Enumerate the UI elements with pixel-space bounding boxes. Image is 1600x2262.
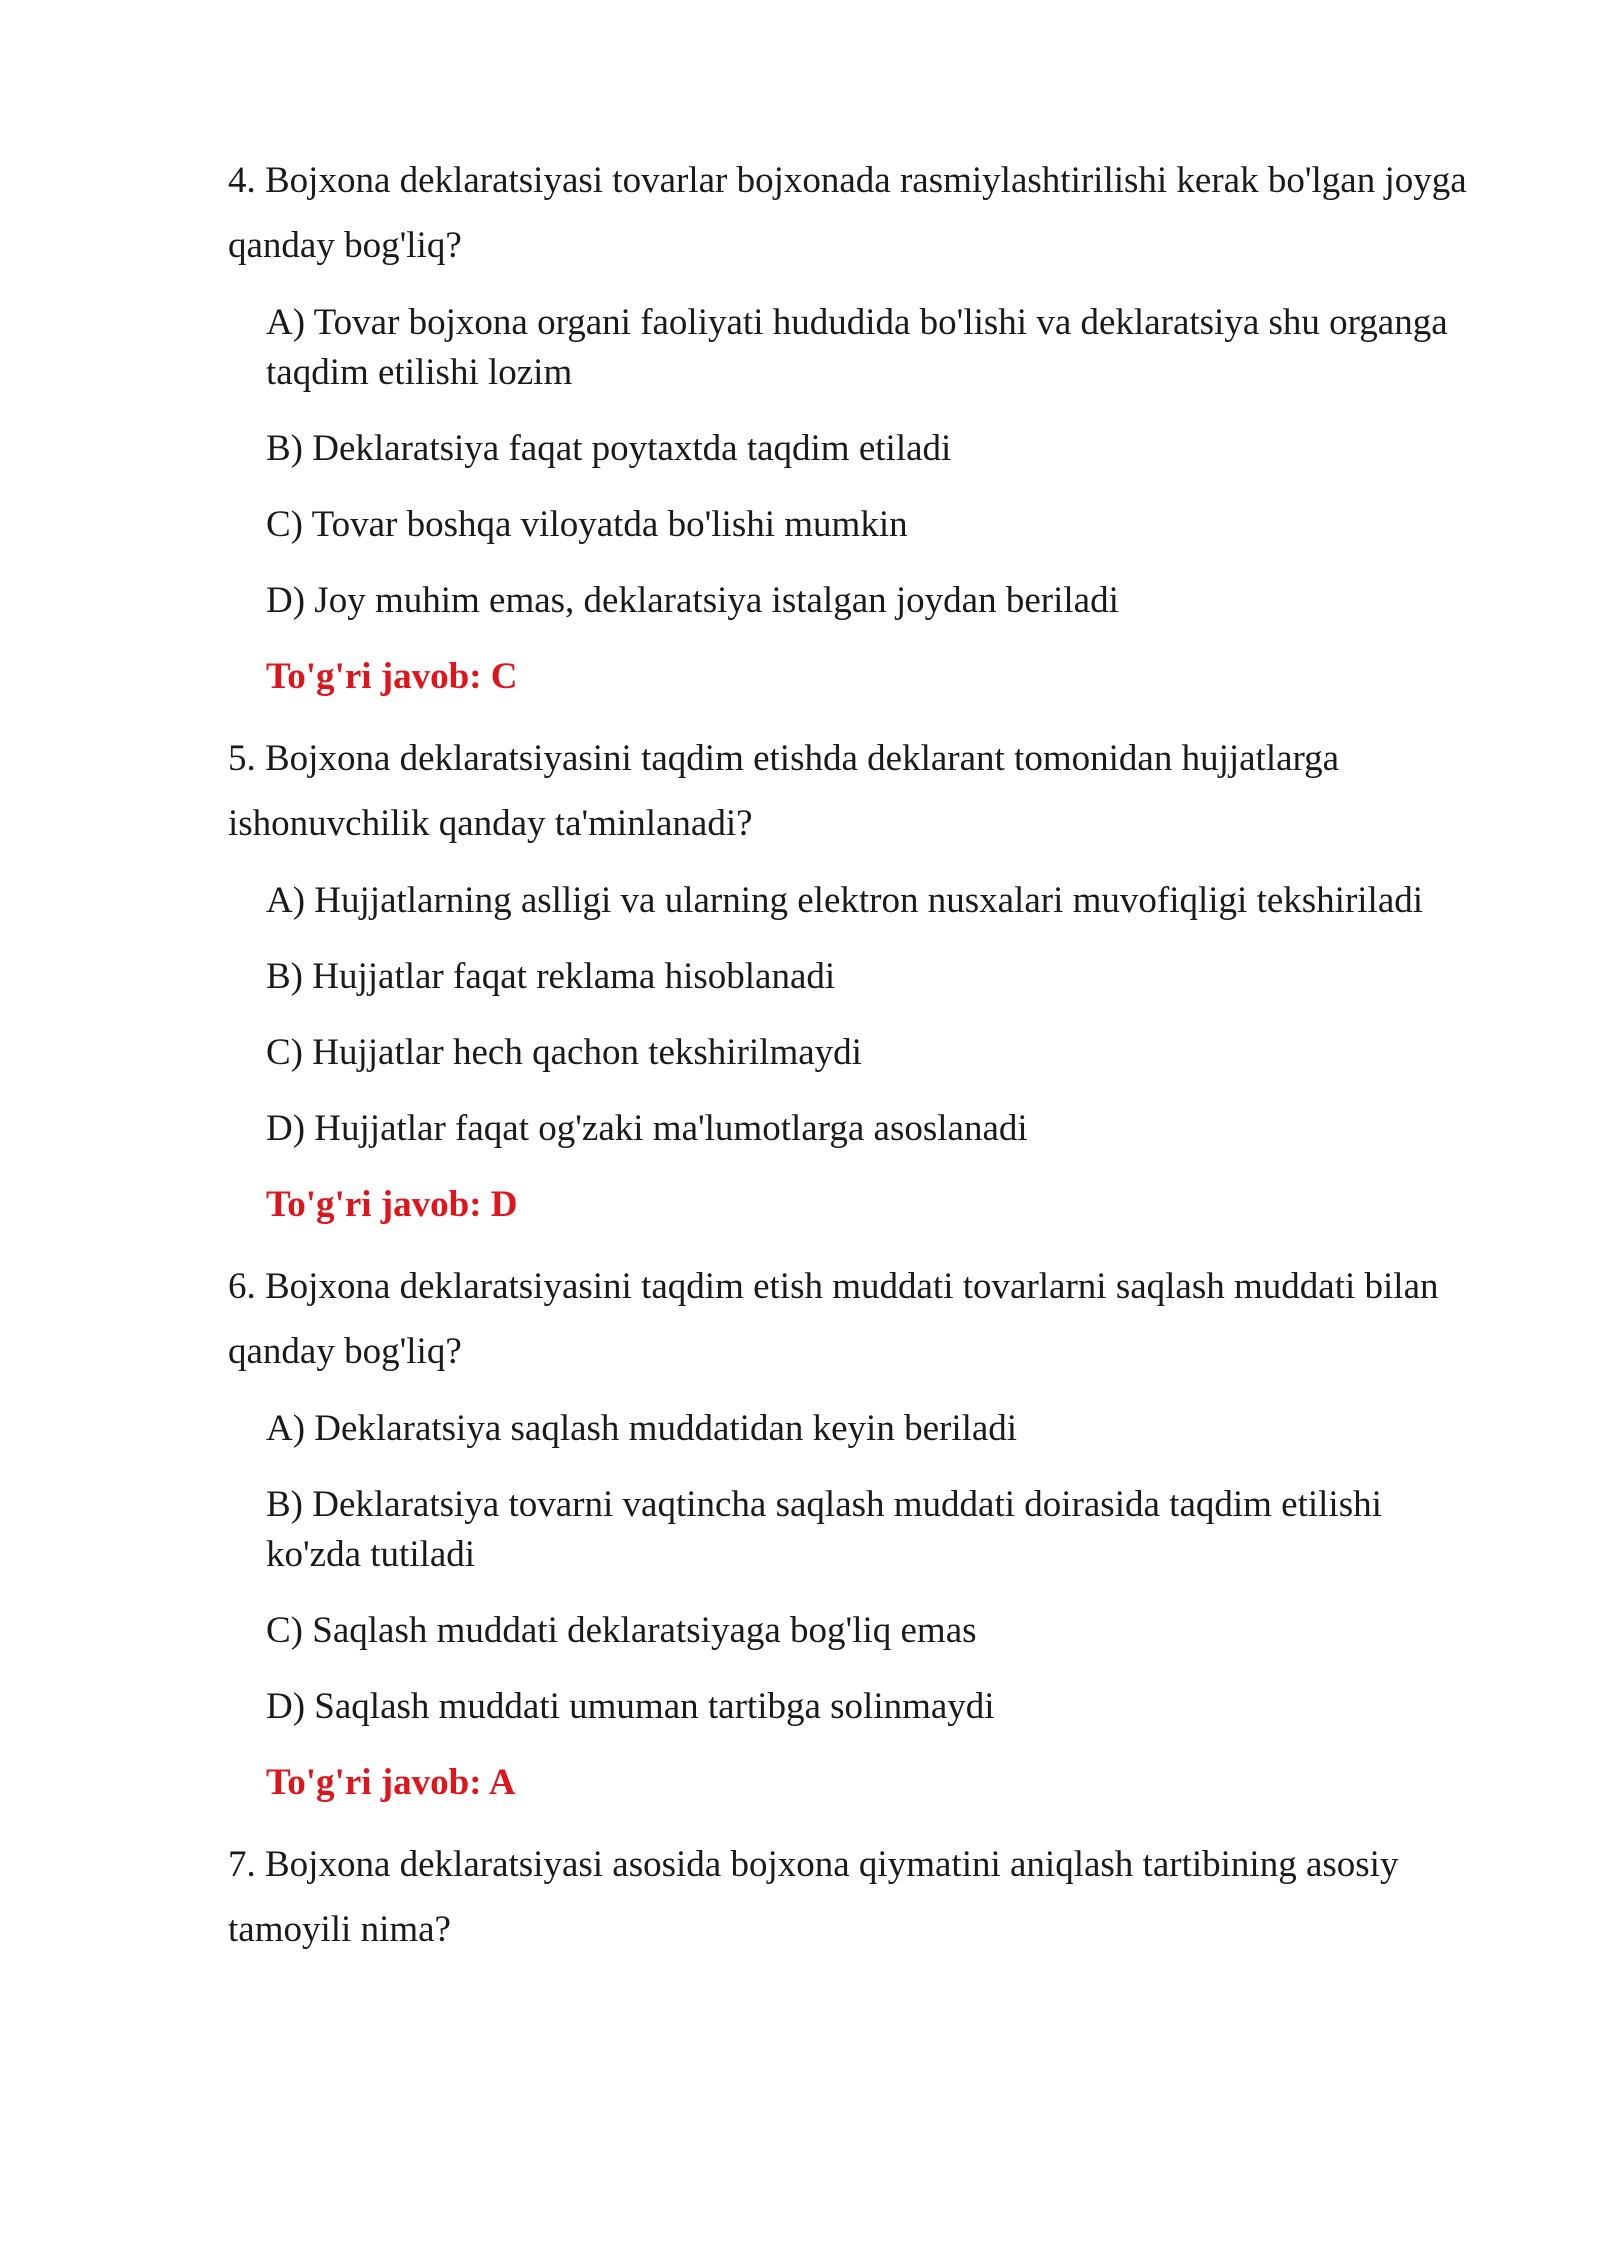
question-text: 5. Bojxona deklaratsiyasini taqdim etishda deklarant tomonidan hujjatlarga ishonuvchilik qanday ta'minlanadi? (228, 738, 1340, 844)
option-d: D) Saqlash muddati umuman tartibga solinmaydi (266, 1686, 995, 1727)
option-c: C) Tovar boshqa viloyatda bo'lishi mumkin (266, 504, 908, 545)
correct-answer: To'g'ri javob: D (266, 1184, 518, 1225)
question-text: 4. Bojxona deklaratsiyasi tovarlar bojxonada rasmiylashtirilishi kerak bo'lgan joyga qanday bog'liq? (228, 160, 1467, 266)
correct-answer: To'g'ri javob: C (266, 656, 518, 697)
option-b: B) Deklaratsiya tovarni vaqtincha saqlash muddati doirasida taqdim etilishi ko'zda tutiladi (266, 1484, 1382, 1575)
options-list (228, 1404, 1478, 1732)
option-b: B) Hujjatlar faqat reklama hisoblanadi (266, 956, 836, 997)
option-a: A) Tovar bojxona organi faoliyati hududida bo'lishi va deklaratsiya shu organga taqdim etilishi lozim (266, 302, 1448, 393)
question-4 (228, 148, 1478, 702)
question-6 (228, 1254, 1478, 1808)
option-c: C) Hujjatlar hech qachon tekshirilmaydi (266, 1032, 862, 1073)
document-page (228, 148, 1478, 1962)
option-c: C) Saqlash muddati deklaratsiyaga bog'liq emas (266, 1610, 977, 1651)
question-text: 6. Bojxona deklaratsiyasini taqdim etish muddati tovarlarni saqlash muddati bilan qanday bog'liq? (228, 1266, 1439, 1372)
option-b: B) Deklaratsiya faqat poytaxtda taqdim etiladi (266, 428, 952, 469)
option-d: D) Hujjatlar faqat og'zaki ma'lumotlarga asoslanadi (266, 1108, 1028, 1149)
option-d: D) Joy muhim emas, deklaratsiya istalgan joydan beriladi (266, 580, 1119, 621)
question-5 (228, 726, 1478, 1230)
question-text: 7. Bojxona deklaratsiyasi asosida bojxona qiymatini aniqlash tartibining asosiy tamoyili nima? (228, 1844, 1399, 1950)
question-7 (228, 1832, 1478, 1962)
options-list (228, 298, 1478, 626)
correct-answer: To'g'ri javob: A (266, 1762, 516, 1803)
option-a: A) Hujjatlarning aslligi va ularning elektron nusxalari muvofiqligi tekshiriladi (266, 880, 1424, 921)
option-a: A) Deklaratsiya saqlash muddatidan keyin beriladi (266, 1408, 1018, 1449)
options-list (228, 876, 1478, 1154)
